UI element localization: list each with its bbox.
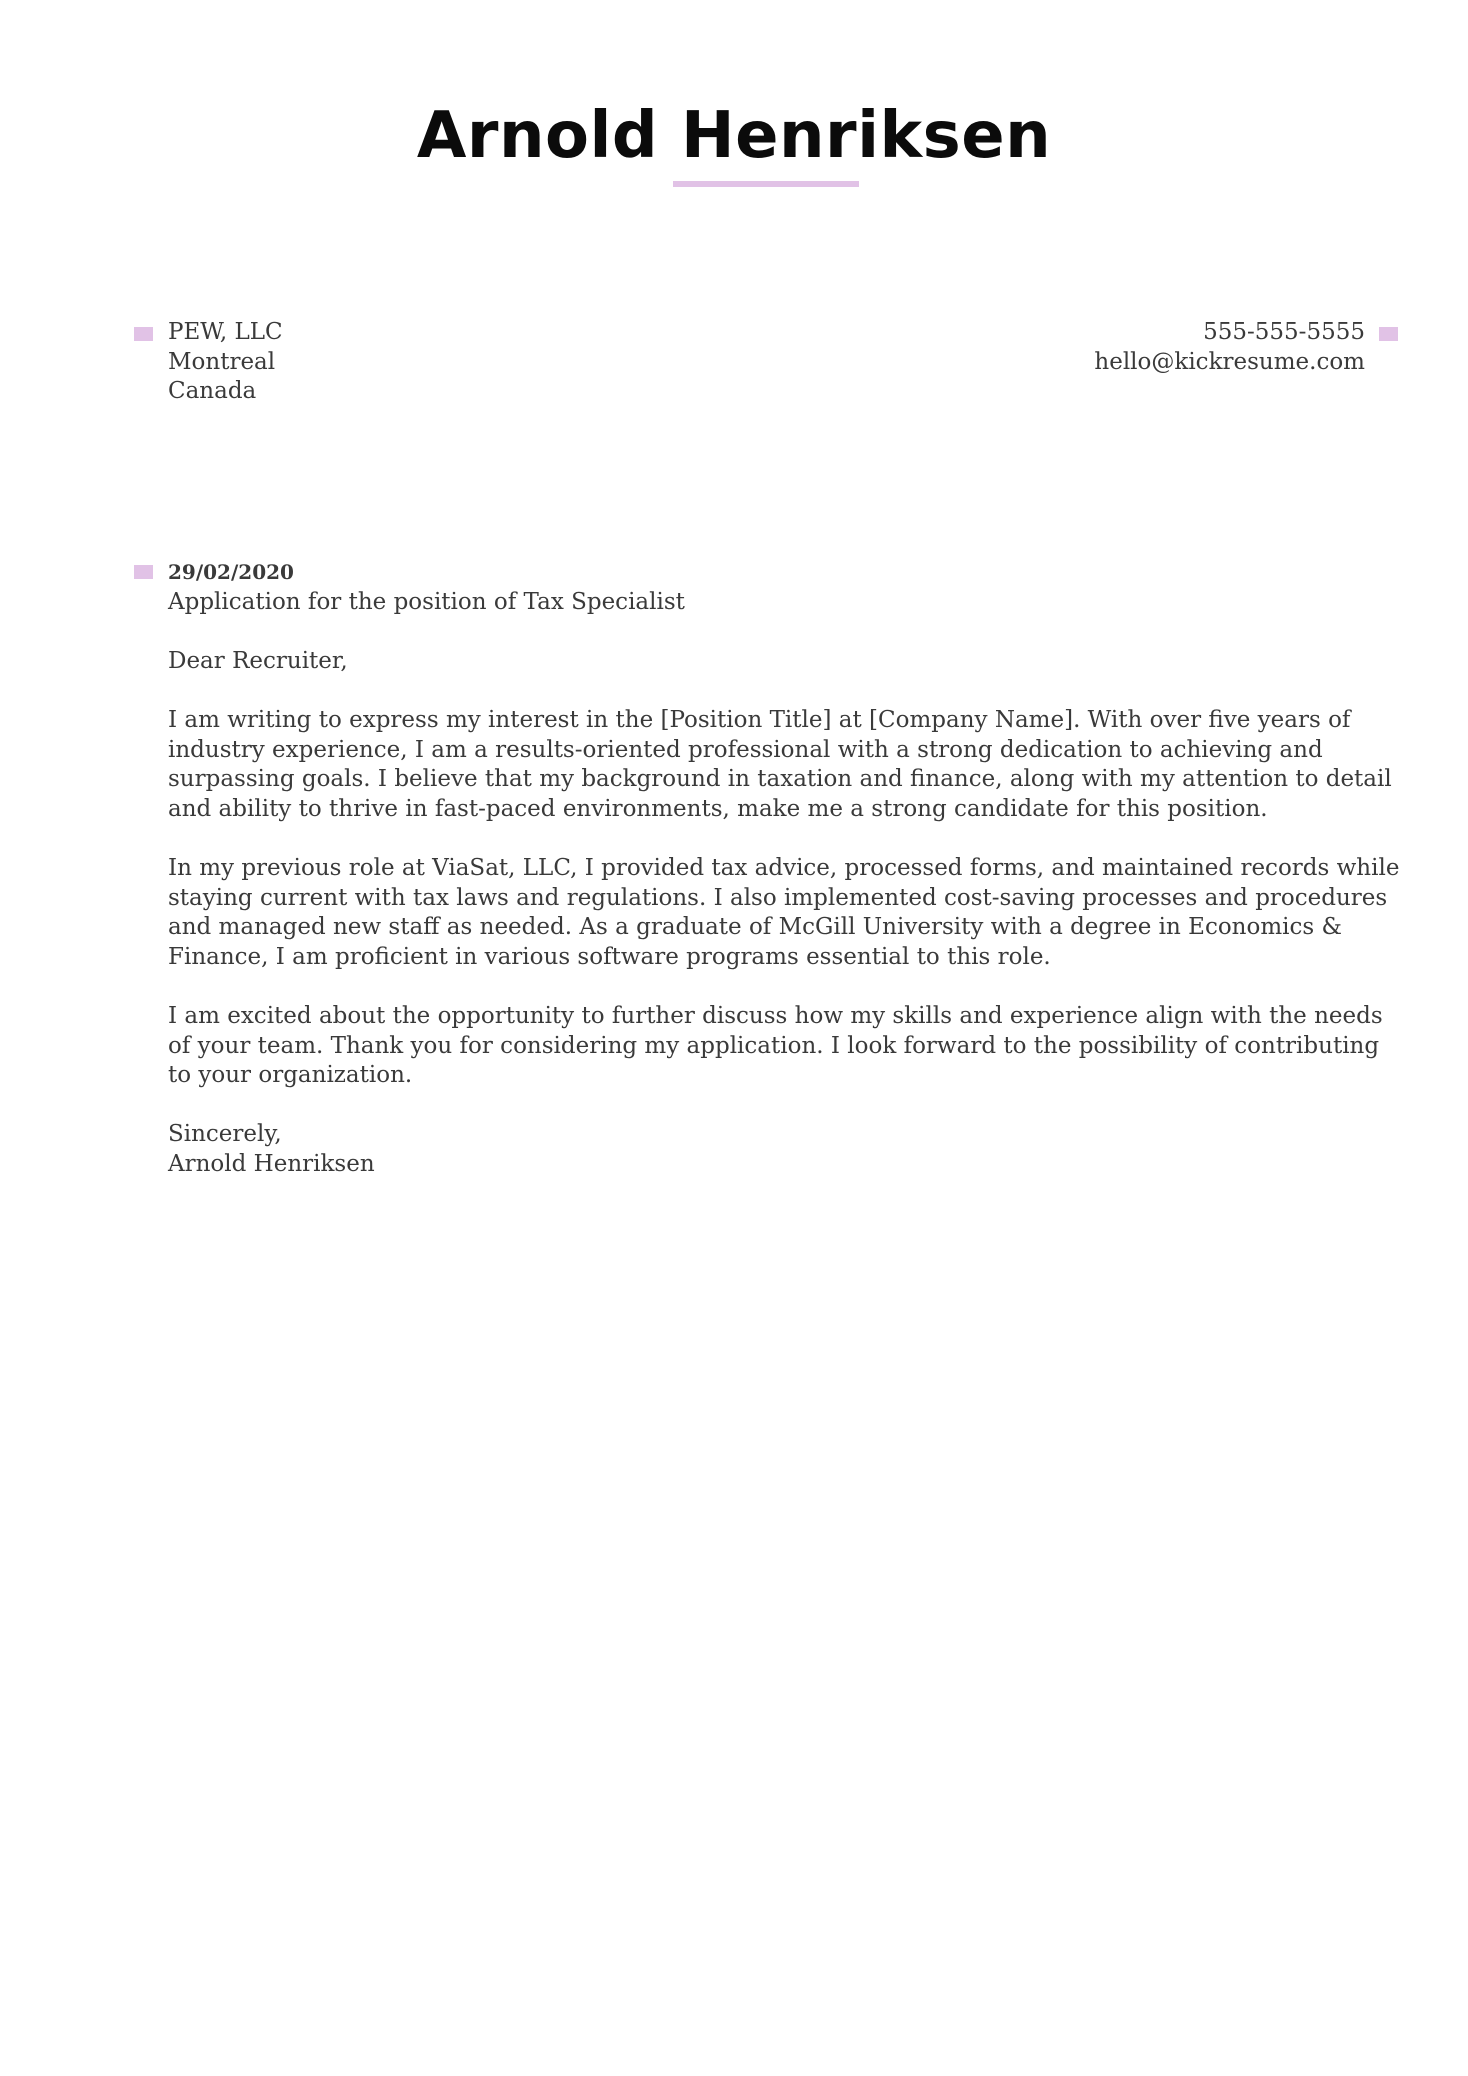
letter-subject: Application for the position of Tax Specialist bbox=[168, 588, 685, 615]
paragraph-line: I am excited about the opportunity to further discuss how my skills and experience align with the needs bbox=[168, 1002, 1383, 1029]
contact-email: hello@kickresume.com bbox=[1094, 348, 1365, 375]
recipient-line: Canada bbox=[168, 378, 257, 405]
letter-date: 29/02/2020 bbox=[168, 560, 294, 584]
letter-paragraph bbox=[168, 1002, 1383, 1091]
recipient-line: Montreal bbox=[168, 348, 276, 375]
paragraph-line: and managed new staff as needed. As a graduate of McGill University with a degree in Economics & bbox=[168, 914, 1342, 941]
letter-greeting: Dear Recruiter, bbox=[168, 647, 348, 674]
paragraph-line: surpassing goals. I believe that my background in taxation and finance, along with my attention to detail bbox=[168, 766, 1392, 793]
paragraph-line: of your team. Thank you for considering my application. I look forward to the possibility of contributing bbox=[168, 1032, 1380, 1059]
recipient-address bbox=[168, 318, 283, 407]
contact-marker-icon bbox=[1379, 327, 1398, 341]
contact-phone: 555-555-5555 bbox=[1203, 319, 1365, 345]
paragraph-line: I am writing to express my interest in the [Position Title] at [Company Name]. With over five years of bbox=[168, 706, 1351, 733]
date-marker-icon bbox=[134, 565, 153, 579]
paragraph-line: to your organization. bbox=[168, 1062, 413, 1089]
name-underline bbox=[673, 181, 859, 187]
recipient-line: PEW, LLC bbox=[168, 319, 283, 345]
letter-body bbox=[168, 558, 1400, 1179]
letter-closing: Sincerely, bbox=[168, 1121, 282, 1148]
paragraph-line: In my previous role at ViaSat, LLC, I provided tax advice, processed forms, and maintained records while bbox=[168, 854, 1400, 881]
paragraph-line: and ability to thrive in fast-paced environments, make me a strong candidate for this position. bbox=[168, 795, 1268, 822]
recipient-marker-icon bbox=[134, 327, 153, 341]
letter-paragraph bbox=[168, 706, 1392, 824]
paragraph-line: industry experience, I am a results-oriented professional with a strong dedication to achieving and bbox=[168, 736, 1323, 763]
paragraph-line: Finance, I am proficient in various software programs essential to this role. bbox=[168, 943, 1051, 970]
paragraph-line: staying current with tax laws and regulations. I also implemented cost-saving processes and procedures bbox=[168, 884, 1388, 911]
letter-paragraph bbox=[168, 854, 1400, 972]
contact-info bbox=[1094, 318, 1365, 377]
letter-signature: Arnold Henriksen bbox=[168, 1150, 375, 1177]
applicant-name: Arnold Henriksen bbox=[416, 99, 1052, 173]
letter-closing-block bbox=[168, 1120, 1358, 1179]
